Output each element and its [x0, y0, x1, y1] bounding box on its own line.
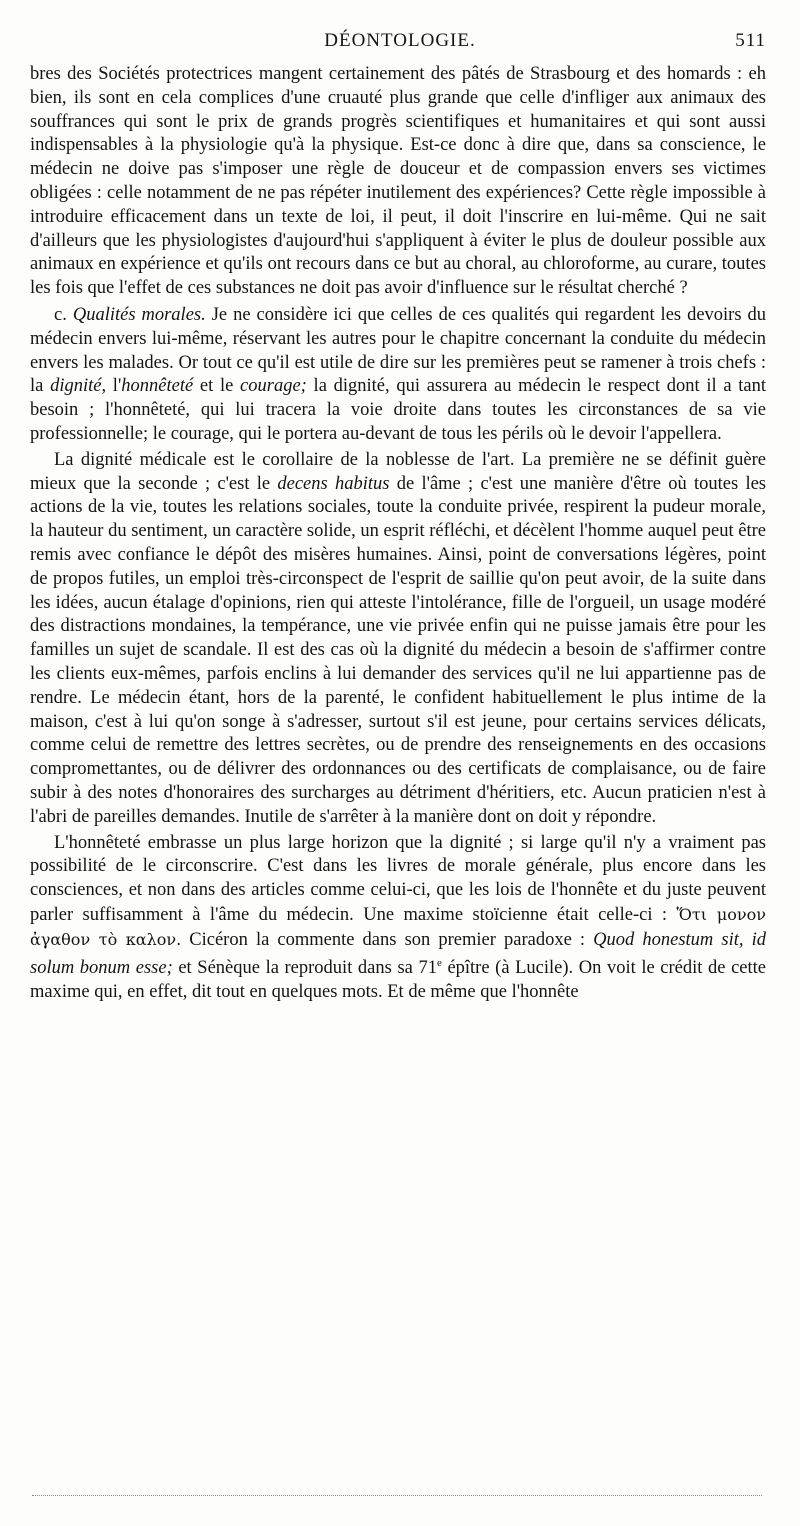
latin-quote: Quod honestum sit, id solum bonum esse;	[30, 929, 766, 979]
term-honnetete: honnêteté	[121, 376, 194, 397]
paragraph-text: , l'	[101, 376, 122, 397]
paragraph-moral-qualities	[30, 304, 766, 447]
footer-dotted-rule	[32, 1495, 762, 1496]
page-number: 511	[735, 30, 766, 51]
paragraph-continued: bres des Sociétés protectrices mangent certainement des pâtés de Strasbourg et des homards : eh bien, ils sont en cela complices d'une cruauté plus grande que celle d'infliger aux animaux des souffrances qui sont le prix de grands progrès scientifiques et humanitaires et qui sont aussi indispensables à la physiologie qu'à la physique. Est-ce donc à dire que, dans sa conscience, le médecin ne doive pas s'imposer une règle de douceur et de compassion envers ses victimes obligées : celle notamment de ne pas répéter inutilement des expériences? Cette règle impossible à introduire efficacement dans un texte de loi, il peut, il doit l'inscrire en lui-même. Qui ne sait d'ailleurs que les physiologistes d'aujourd'hui s'appliquent à éviter le plus de douleur possible aux animaux en expérience et qu'ils ont recours dans ce but au choral, au chloroforme, au curare, toutes les fois que l'effet de ces substances ne doit pas avoir d'influence sur le résultat cherché ?	[30, 64, 766, 299]
section-heading: Qualités morales.	[72, 304, 206, 325]
paragraph-honesty	[30, 832, 766, 1006]
ordinal-superscript: e	[436, 957, 442, 970]
paragraph-dignity	[30, 449, 766, 830]
paragraph-text: épître (à Lucile). On voit le crédit de cette maxime qui, en effet, dit tout en quelques mots. Et de même que l'honnête	[30, 958, 766, 1003]
paragraph-text: de l'âme ; c'est une manière d'être où toutes les actions de la vie, toutes les relations sociales, toute la conduite privée, respirent la pudeur morale, la hauteur du sentiment, un caractère solide, un esprit réfléchi, et décèlent l'homme auquel peut être remis avec confiance le dépôt des misères humaines. Ainsi, point de conversations légères, point de propos futiles, un emploi très-circonspect de l'esprit de saillie qu'on peut avoir, de la suite dans les idées, aucun étalage d'opinions, rien qui atteste l'intolérance, fille de l'orgueil, un usage modéré des distractions mondaines, la tempérance, une vie privée enfin qui ne puisse jamais être pour les familles un sujet de scandale. Il est des cas où la dignité du médecin a besoin de s'affirmer contre les clients eux-mêmes, parfois enclins à lui demander des services qu'il ne lui appartienne pas de rendre. Le médecin étant, hors de la parenté, le confident habituellement le plus intime de la maison, c'est à lui qu'on songe à s'adresser, surtout s'il est jeune, pour certains services délicats, comme celui de remettre des lettres secrètes, ou de prendre des renseignements en des occasions compromettantes, ou de délivrer des ordonnances ou des certificats de complaisance, ou de faire subir à des notes d'honoraires des surcharges au détriment d'héritiers, etc. Aucun praticien n'est à l'abri de pareilles demandes. Inutile de s'arrêter à la manière dont on doit y répondre.	[30, 473, 766, 827]
paragraph-text: Cicéron la commente dans son premier paradoxe :	[181, 929, 594, 950]
section-marker: c.	[54, 304, 67, 325]
paragraph-text: et Sénèque la reproduit dans sa 71	[172, 958, 437, 979]
paragraph-text: La dignité médicale est le corollaire de la noblesse de l'art. La première ne se définit guère mieux que la seconde ; c'est le	[30, 449, 766, 494]
body-text	[30, 63, 766, 1005]
paragraph-text: L'honnêteté embrasse un plus large horizon que la dignité ; si large qu'il n'y a vraiment pas possibilité de le circonscrire. C'est dans les livres de morale générale, plus encore dans les consciences, et non dans des articles comme celui-ci, que les lois de l'honnête et du juste peuvent parler suffisamment à l'âme du médecin. Une maxime stoïcienne était celle-ci :	[30, 832, 766, 925]
paragraph-text: Je ne considère ici que celles de ces qualités qui regardent les devoirs du médecin envers lui-même, réservant les autres pour le chapitre concernant la conduite du médecin envers les malades. Or tout ce qu'il est utile de dire sur les premières peut se ramener à trois chefs : la	[30, 304, 767, 397]
term-dignite: dignité	[50, 376, 102, 397]
running-title: DÉONTOLOGIE.	[324, 30, 476, 51]
term-courage: courage;	[240, 376, 307, 397]
greek-maxim: Ὅτι μονον ἀγαθον τὸ καλον.	[30, 904, 767, 949]
running-header	[34, 14, 766, 54]
latin-phrase: decens habitus	[277, 473, 390, 494]
paragraph-text: la dignité, qui assurera au médecin le respect dont il a tant besoin ; l'honnêteté, qui lui tracera la voie droite dans toutes les circonstances de sa vie professionnelle; le courage, qui le portera au-devant de tous les périls où le devoir l'appellera.	[30, 376, 766, 444]
paragraph-text: et le	[193, 376, 241, 397]
